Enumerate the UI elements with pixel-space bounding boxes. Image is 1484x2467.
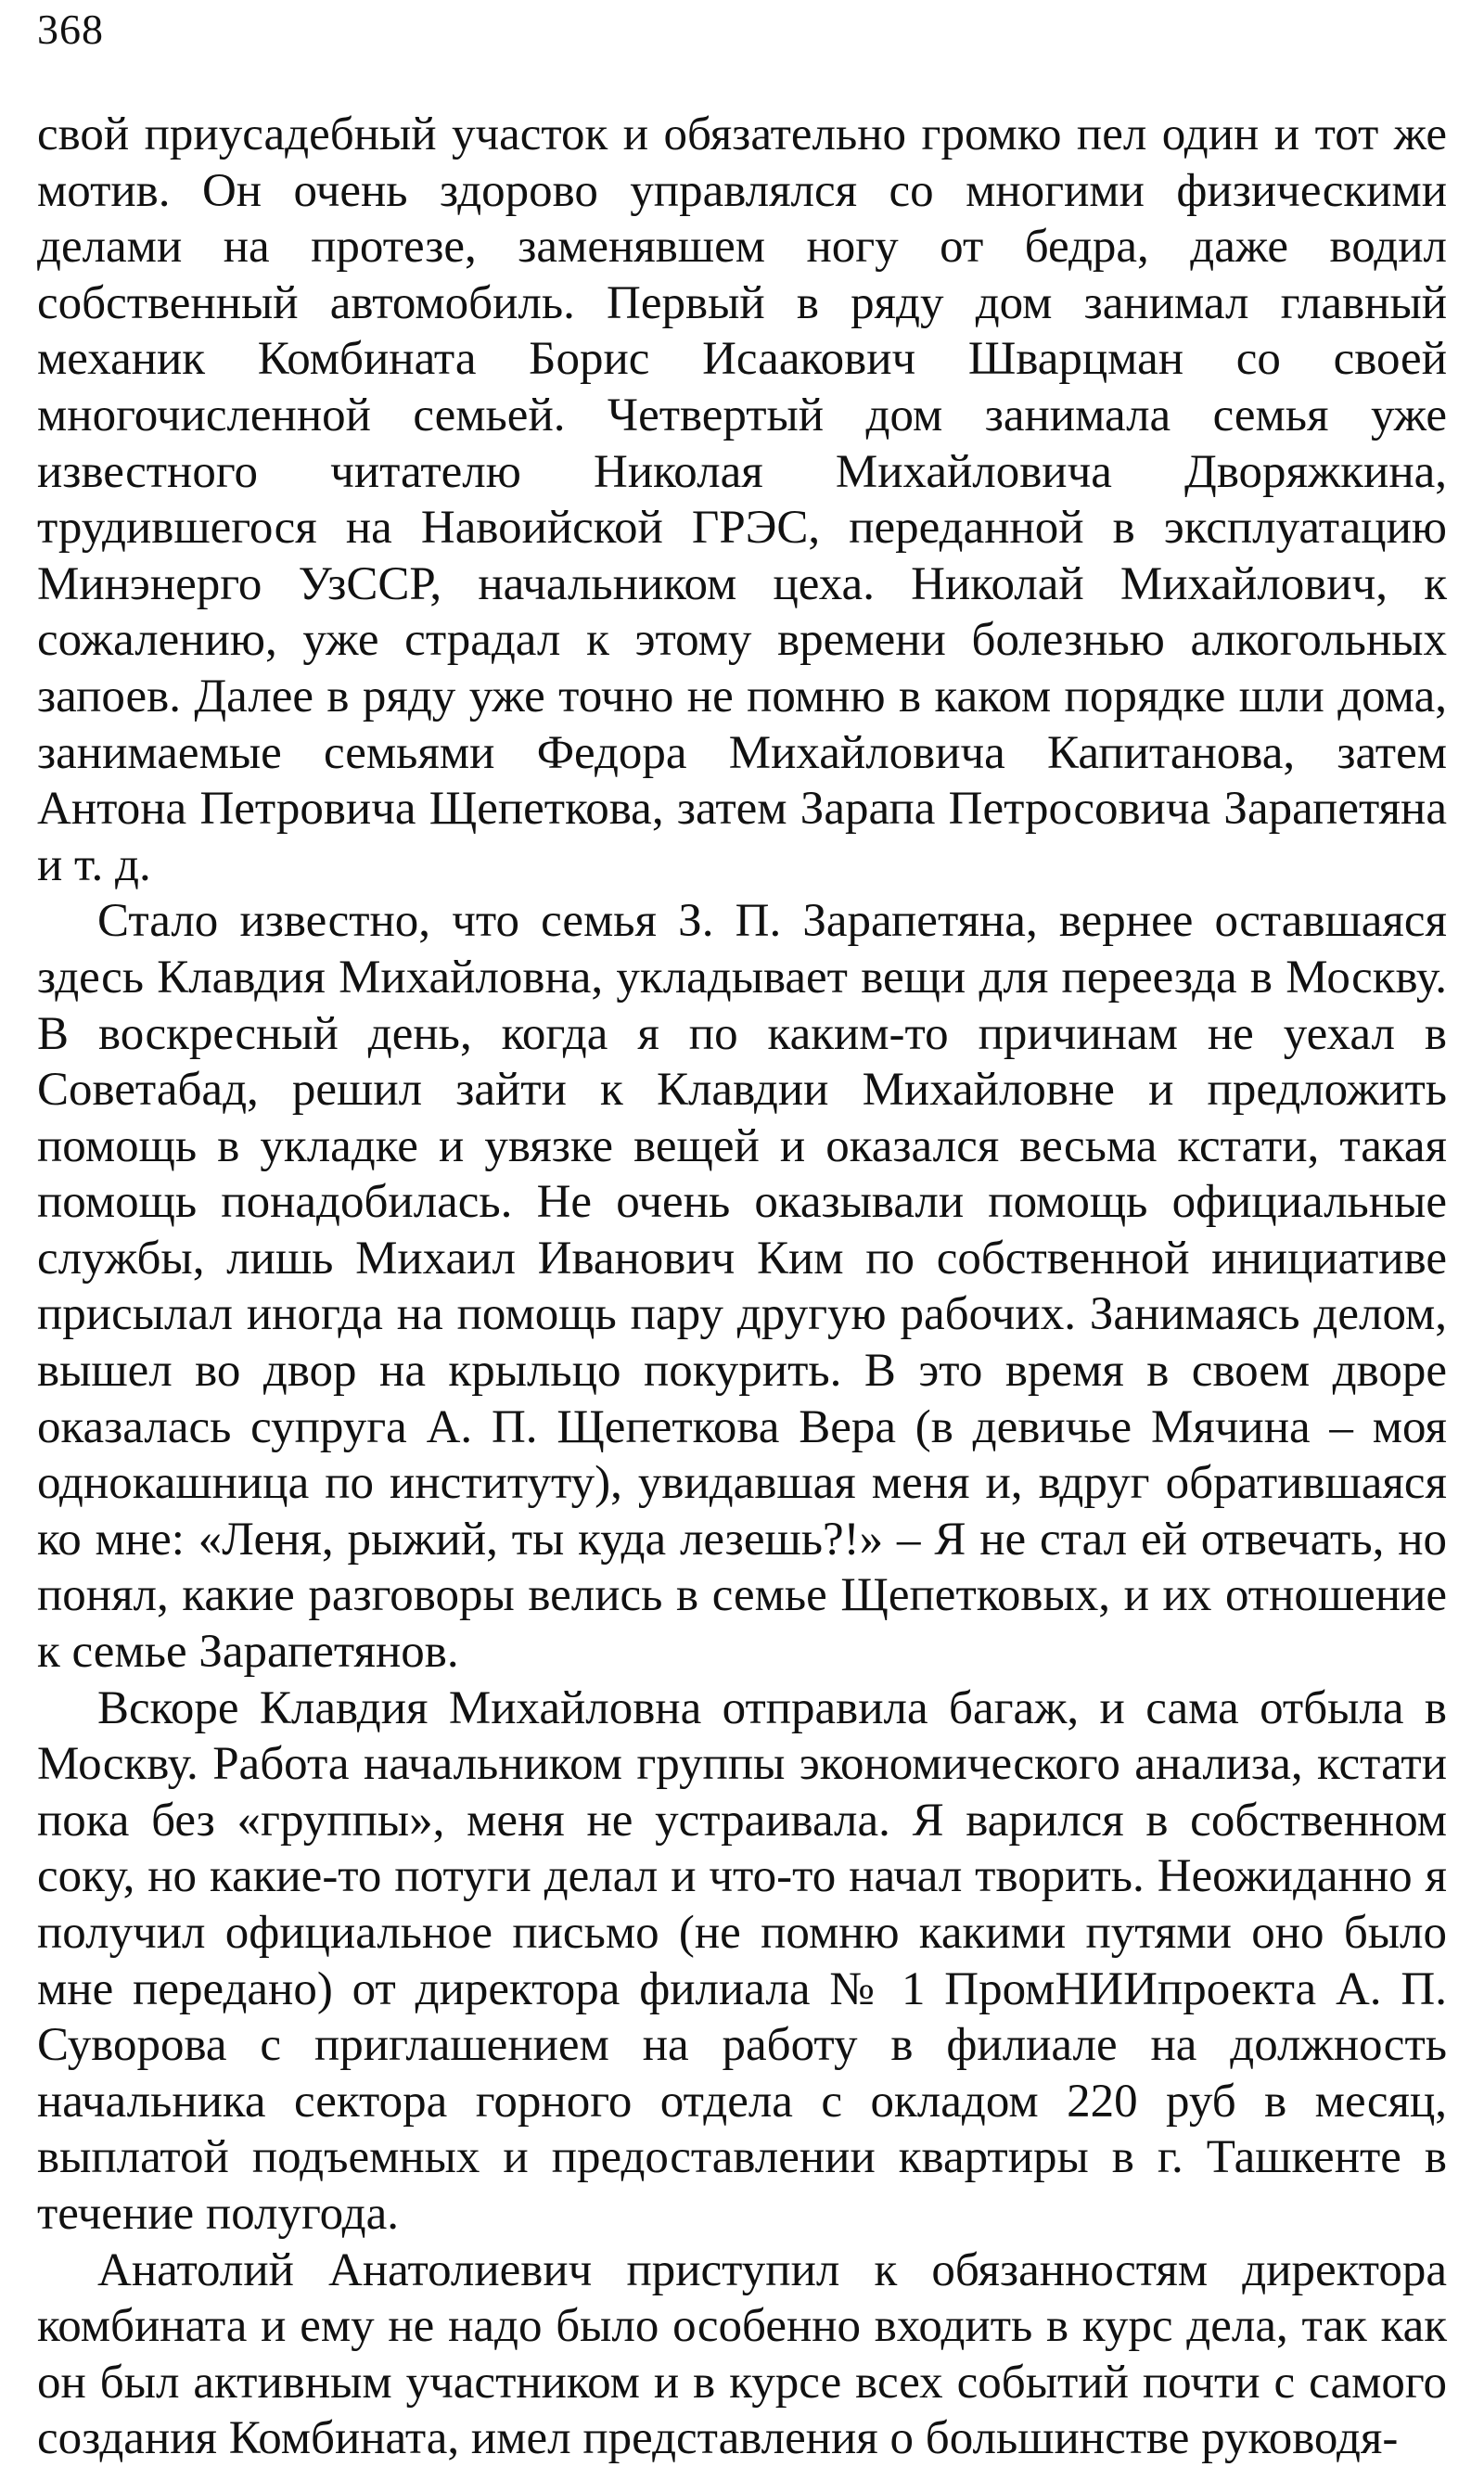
text-body [37,107,1447,2467]
paragraph-3: Вскоре Клавдия Михайловна отправила багаж, и сама отбыла в Москву. Работа начальником группы экономического анализа, кстати пока без «группы», меня не устраивала. Я варился в собственном соку, но какие-то потуги делал и что-то начал творить. Неожиданно я получил официальное письмо (не помню какими путями оно было мне передано) от директора филиала № 1 ПромНИИпроекта А. П. Суворова с приглашением на работу в филиале на должность начальника сектора горного отдела с окладом 220 руб в месяц, выплатой подъемных и предоставлении квартиры в г. Ташкенте в течение полугода. [37,1681,1447,2240]
page-number: 368 [37,6,104,53]
paragraph-2: Стало известно, что семья З. П. Зарапетяна, вернее оставшаяся здесь Клавдия Михайловна, укладывает вещи для переезда в Москву. В воскресный день, когда я по каким-то причинам не уехал в Советабад, решил зайти к Клавдии Михайловне и предложить помощь в укладке и увязке вещей и оказался весьма кстати, такая помощь понадобилась. Не очень оказывали помощь официальные службы, лишь Михаил Иванович Ким по собственной инициативе присылал иногда на помощь пару другую рабочих. Занимаясь делом, вышел во двор на крыльцо покурить. В это время в своем дворе оказалась супруга А. П. Щепеткова Вера (в девичье Мячина – моя однокашница по институту), увидавшая меня и, вдруг обратившаяся ко мне: «Леня, рыжий, ты куда лезешь?!» – Я не стал ей отвечать, но понял, какие разговоры велись в семье Щепетковых, и их отношение к семье Зарапетянов. [37,895,1447,1679]
paragraph-4: Анатолий Анатолиевич приступил к обязанностям директора комбината и ему не надо было особенно входить в курс дела, так как он был активным участником и в курсе всех событий почти с самого создания Комбината, имел представления о большинстве руководя- [37,2243,1447,2465]
paragraph-1: свой приусадебный участок и обязательно громко пел один и тот же мотив. Он очень здорово управлялся со многими физическими делами на протезе, заменявшем ногу от бедра, даже водил собственный автомобиль. Первый в ряду дом занимал главный механик Комбината Борис Исаакович Шварцман со своей многочисленной семьей. Четвертый дом занимала семья уже известного читателю Николая Михайловича Дворяжкина, трудившегося на Навоийской ГРЭС, переданной в эксплуатацию Минэнерго УзССР, начальником цеха. Николай Михайлович, к сожалению, уже страдал к этому времени болезнью алкогольных запоев. Далее в ряду уже точно не помню в каком порядке шли дома, занимаемые семьями Федора Михайловича Капитанова, затем Антона Петровича Щепеткова, затем Зарапа Петросовича Зарапетяна и т. д. [37,109,1447,891]
